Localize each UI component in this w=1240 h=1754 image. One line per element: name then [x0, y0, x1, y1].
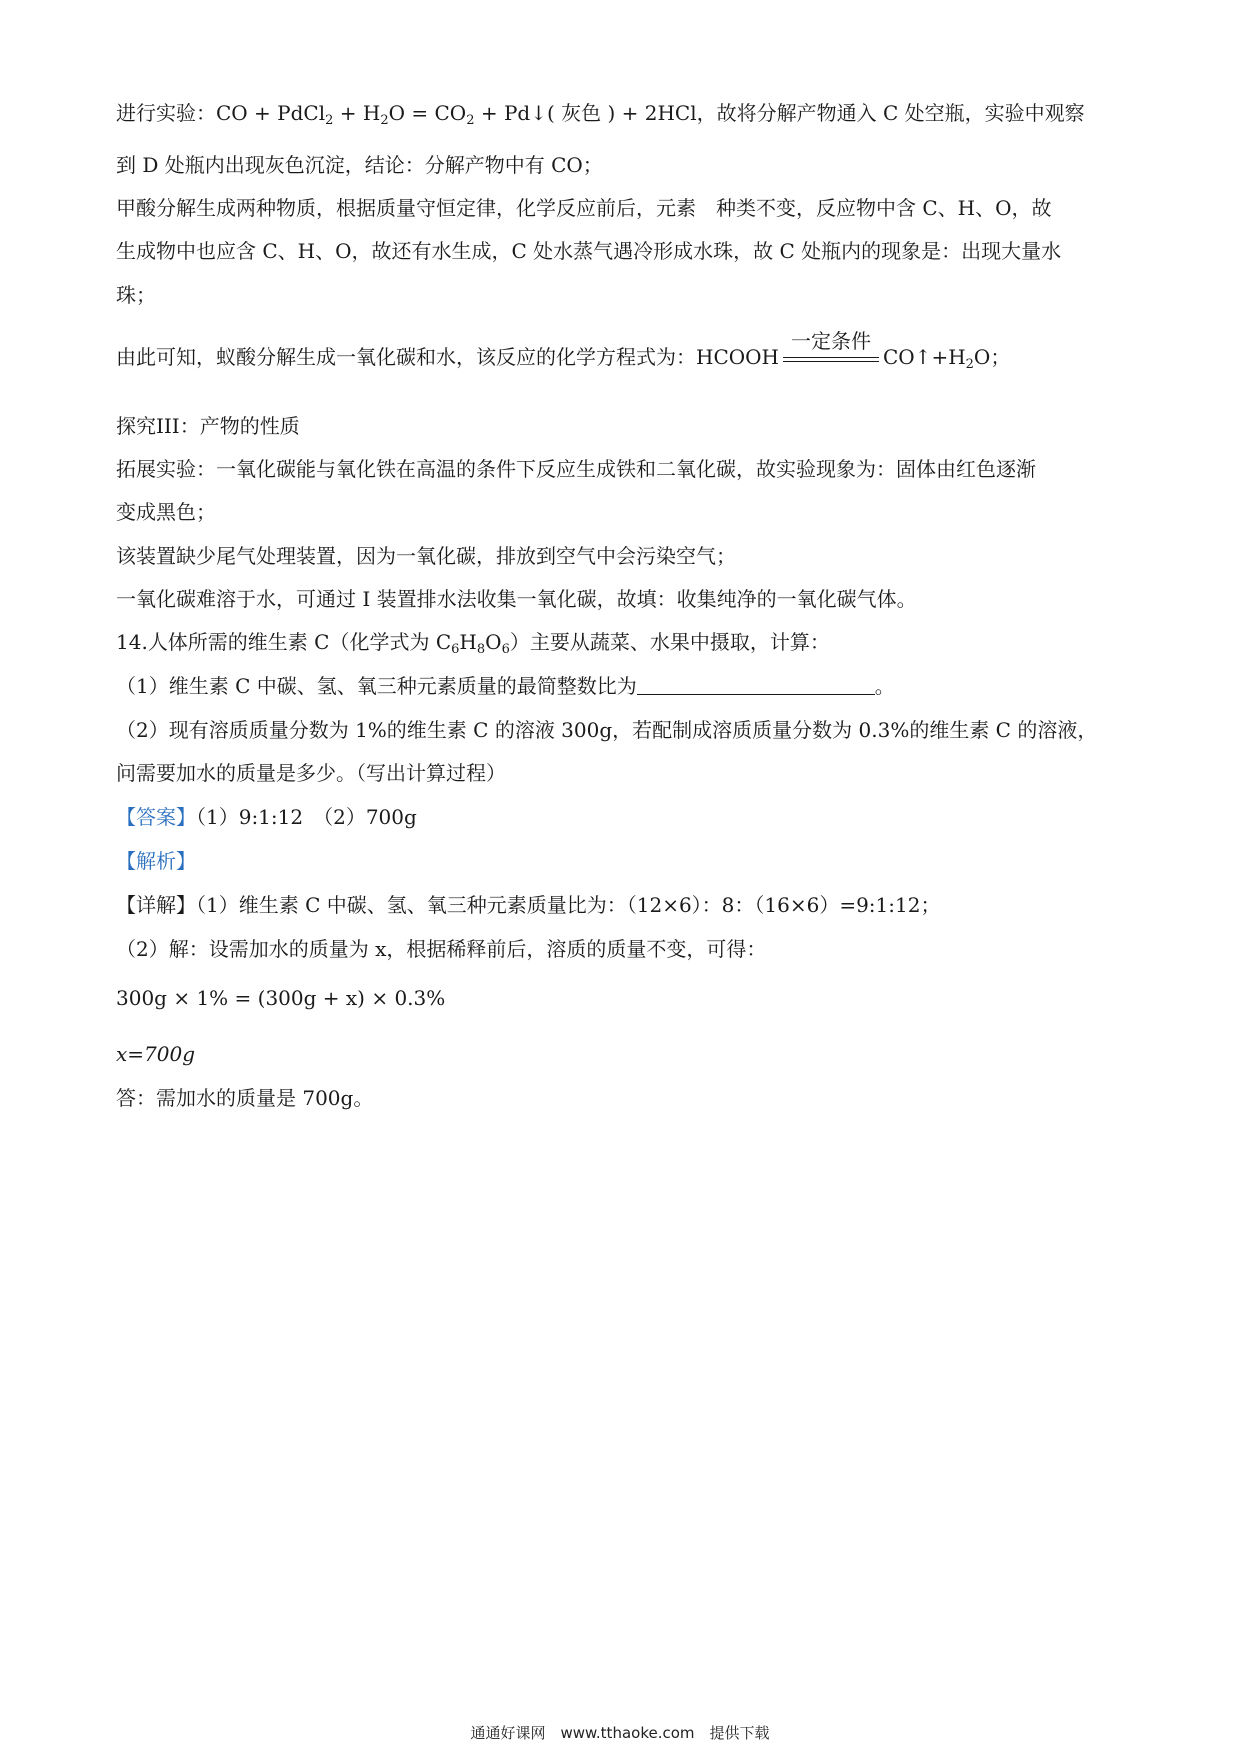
- section-heading: 探究III：产物的性质: [116, 414, 300, 438]
- detail-text: （1）维生素 C 中碳、氢、氧三种元素质量比为：（12×6）：8：（16×6）=9:1:12；: [196, 893, 941, 917]
- paragraph-line: 生成物中也应含 C、H、O，故还有水生成，C 处水蒸气遇冷形成水珠，故 C 处瓶内的现象是：出现大量水: [116, 239, 1062, 263]
- solution-line: x=700g: [116, 1042, 196, 1066]
- analysis-tag: 【解析】: [116, 849, 196, 873]
- question-14-part-1: （1）维生素 C 中碳、氢、氧三种元素质量的最简整数比为 。: [116, 674, 895, 698]
- detail-line: [116, 890, 1136, 920]
- answer-tag: 【答案】: [116, 805, 196, 829]
- reactant: HCOOH: [696, 345, 779, 369]
- paragraph-line: 珠；: [116, 283, 156, 307]
- answer-text: （1）9:1:12 （2）700g: [196, 805, 417, 829]
- dilution-equation: 300g × 1% = (300g + x) × 0.3%: [116, 986, 446, 1010]
- answer-line: [116, 802, 1136, 832]
- paragraph-line: 变成黑色；: [116, 500, 216, 524]
- final-answer-line: 答：需加水的质量是 700g。: [116, 1086, 374, 1110]
- paragraph-line: 拓展实验：一氧化碳能与氧化铁在高温的条件下反应生成铁和二氧化碳，故实验现象为：固体由红色逐渐: [116, 457, 1036, 481]
- page-footer: 通通好课网 www.tthaoke.com 提供下载: [470, 1724, 770, 1742]
- detail-tag: 【详解】: [116, 893, 196, 917]
- answer-blank: [637, 674, 875, 695]
- paragraph-line: 问需要加水的质量是多少。（写出计算过程）: [116, 761, 506, 785]
- paragraph-line: （2）解：设需加水的质量为 x，根据稀释前后，溶质的质量不变，可得：: [116, 937, 767, 961]
- equation: CO + PdCl$_2$ + $H_2O = CO_2$ + Pd↓( 灰色 ) + 2HCl: [216, 101, 697, 128]
- question-14-part-2: （2）现有溶质质量分数为 1%的维生素 C 的溶液 300g，若配制成溶质质量分数为 0.3%的维生素 C 的溶液，: [116, 718, 1098, 742]
- reaction-condition-arrow: 一定条件: [783, 344, 879, 374]
- paragraph-line: 一氧化碳难溶于水，可通过 I 装置排水法收集一氧化碳，故填：收集纯净的一氧化碳气体。: [116, 587, 917, 611]
- product: $CO↑+H_2O$；: [882, 345, 1011, 372]
- paragraph-line: 到 D 处瓶内出现灰色沉淀，结论：分解产物中有 CO；: [116, 153, 603, 177]
- formic-acid-equation-line: 由此可知，蚁酸分解生成一氧化碳和水，该反应的化学方程式为：HCOOH 一定条件 $CO↑+H_2O$；: [116, 328, 1011, 372]
- paragraph-line: 甲酸分解生成两种物质，根据质量守恒定律，化学反应前后，元素 种类不变，反应物中含 C、H、O，故: [116, 196, 1052, 220]
- question-14-stem: 14.人体所需的维生素 C（化学式为 $C_6H_8O_6$）主要从蔬菜、水果中摄取，计算：: [116, 630, 830, 657]
- paragraph-line: 该装置缺少尾气处理装置，因为一氧化碳，排放到空气中会污染空气；: [116, 544, 736, 568]
- experiment-line: [116, 98, 1136, 128]
- text: 进行实验：: [116, 101, 216, 125]
- text: ，故将分解产物通入 C 处空瓶，实验中观察: [696, 101, 1085, 125]
